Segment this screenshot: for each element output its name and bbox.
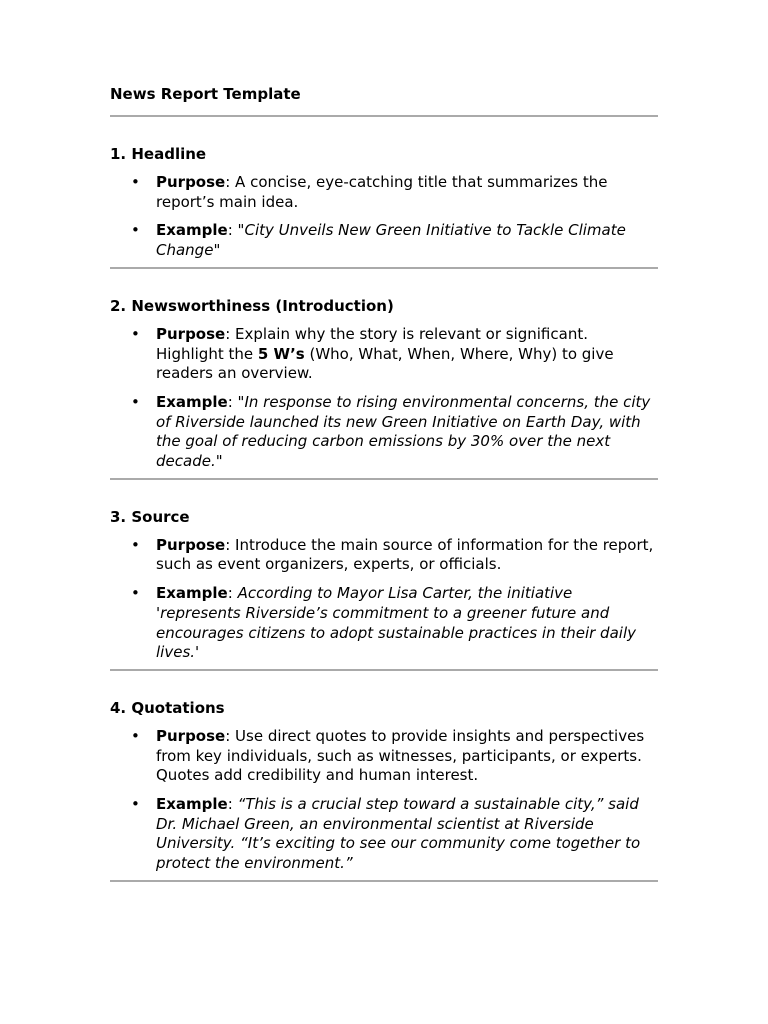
example-prefix: : " (227, 221, 245, 240)
example-prefix: : (227, 795, 238, 814)
bullet-icon: • (131, 392, 140, 411)
section-divider (110, 880, 658, 882)
document-title: News Report Template (110, 85, 301, 103)
section-divider (110, 267, 658, 269)
example-text: “This is a crucial step toward a sustainable city,” said Dr. Michael Green, an environmental scientist at Riverside University. “It’s exciting to see our community come together to protect the environment.” (156, 795, 641, 873)
purpose-text: : Introduce the main source of information for the report, such as event organizers, experts, or officials. (156, 535, 654, 574)
bullet-icon: • (131, 535, 140, 554)
example-prefix: : (227, 584, 238, 603)
title-divider (110, 115, 658, 117)
bullet-list (110, 325, 658, 472)
bullet-icon: • (131, 726, 140, 745)
purpose-item (110, 536, 658, 575)
example-text: In response to rising environmental concerns, the city of Riverside launched its new Green Initiative on Earth Day, with the goal of reducing carbon emissions by 30% over the next decade. (156, 392, 651, 471)
section-newsworthiness (110, 296, 658, 480)
example-item (110, 221, 658, 260)
example-label: Example (156, 584, 228, 603)
section-heading: 4. Quotations (110, 698, 225, 717)
section-heading: 3. Source (110, 507, 190, 526)
bullet-icon: • (131, 584, 140, 603)
example-text: According to Mayor Lisa Carter, the initiative 'represents Riverside’s commitment to a greener future and encourages citizens to adopt sustainable practices in their daily lives. (156, 584, 636, 662)
purpose-text: : Use direct quotes to provide insights and perspectives from key individuals, such as witnesses, participants, or experts. Quotes add credibility and human interest. (156, 726, 645, 785)
purpose-label: Purpose (156, 324, 226, 343)
bullet-list (110, 536, 658, 663)
example-label: Example (156, 392, 228, 411)
section-headline (110, 144, 658, 269)
five-ws-term: 5 W’s (257, 344, 305, 363)
bullet-icon: • (131, 324, 140, 343)
example-label: Example (156, 795, 228, 814)
example-item (110, 584, 658, 663)
bullet-list (110, 173, 658, 261)
bullet-icon: • (131, 795, 140, 814)
example-item (110, 795, 658, 874)
example-suffix: " (213, 241, 221, 260)
purpose-label: Purpose (156, 535, 226, 554)
section-source (110, 507, 658, 671)
section-heading: 1. Headline (110, 145, 207, 163)
purpose-text-continued: (Who, What, When, Where, Why) to give readers an overview. (156, 344, 614, 383)
purpose-item (110, 727, 658, 786)
section-heading: 2. Newsworthiness (Introduction) (110, 296, 394, 315)
section-quotations (110, 698, 658, 882)
section-divider (110, 669, 658, 671)
purpose-text: : Explain why the story is relevant or significant. Highlight the (156, 324, 588, 363)
example-suffix: " (215, 452, 223, 471)
example-suffix: ' (195, 643, 200, 662)
purpose-item (110, 173, 658, 212)
bullet-list (110, 727, 658, 874)
purpose-item (110, 325, 658, 384)
example-label: Example (156, 221, 228, 240)
bullet-icon: • (131, 221, 140, 240)
example-text: City Unveils New Green Initiative to Tackle Climate Change (156, 221, 626, 260)
purpose-label: Purpose (156, 173, 226, 191)
bullet-icon: • (131, 173, 140, 191)
example-item (110, 393, 658, 472)
section-divider (110, 478, 658, 480)
document-page (110, 84, 658, 882)
example-prefix: : " (227, 392, 245, 411)
purpose-text: : A concise, eye-catching title that summarizes the report’s main idea. (156, 173, 608, 211)
purpose-label: Purpose (156, 726, 226, 745)
